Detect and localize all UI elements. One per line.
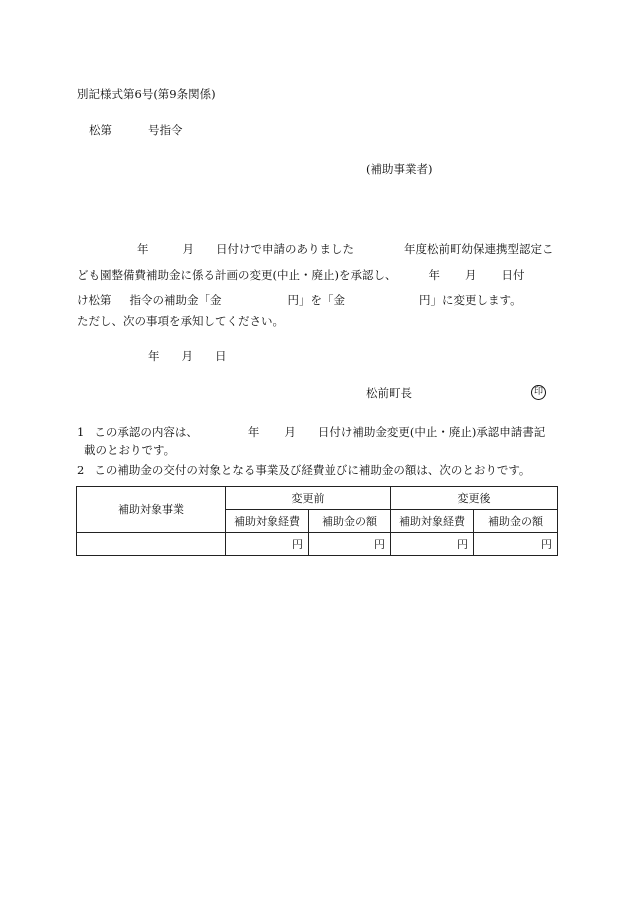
body-line-2 [77, 270, 524, 282]
item-1-month: 月 [284, 425, 296, 439]
issuer-name: 松前町長 [366, 386, 412, 400]
body-l1-fiscal: 年度松前町幼保連携型認定こ [404, 242, 554, 256]
body-l2-month: 月 [464, 268, 477, 282]
body-l3-no: け松第 [77, 293, 112, 307]
body-l1-applied: 日付けで申請のありました [216, 242, 354, 256]
body-l3-old-amount: 指令の補助金「金 [129, 293, 222, 307]
item-2-number: 2 [77, 463, 85, 477]
item-2-text: この補助金の交付の対象となる事業及び経費並びに補助金の額は、次のとおりです。 [94, 463, 531, 477]
body-l3-change: 円」に変更します。 [419, 293, 522, 307]
body-l1-month: 月 [182, 242, 194, 256]
header-before-amount: 補助金の額 [309, 510, 391, 533]
seal-mark: 印 [531, 385, 546, 400]
cell-before-cost: 円 [226, 533, 309, 556]
date-month: 月 [181, 349, 193, 363]
doc-no-suffix: 号指令 [148, 123, 183, 137]
table-row [77, 533, 558, 556]
item-1-number: 1 [77, 425, 85, 439]
body-line-4: ただし、次の事項を承知してください。 [77, 314, 284, 328]
body-line-3 [77, 295, 522, 307]
document-number [89, 125, 183, 137]
form-title: 別記様式第6号(第9条関係) [77, 87, 216, 101]
date-day: 日 [215, 349, 227, 363]
body-line-1 [137, 244, 554, 256]
issue-date [148, 351, 227, 363]
header-project: 補助対象事業 [77, 487, 226, 533]
body-l2-approval: ども園整備費補助金に係る計画の変更(中止・廃止)を承認し、 [77, 268, 397, 282]
item-1-content: この承認の内容は、 [94, 425, 198, 439]
subsidy-table [76, 486, 558, 556]
body-l3-new-amount: 円」を「金 [287, 293, 345, 307]
cell-after-amount: 円 [474, 533, 558, 556]
header-before-cost: 補助対象経費 [226, 510, 309, 533]
body-l2-date: 日付 [501, 268, 525, 282]
item-1 [77, 427, 545, 439]
cell-project [77, 533, 226, 556]
cell-after-cost: 円 [391, 533, 474, 556]
body-l1-year: 年 [137, 242, 149, 256]
body-l2-year: 年 [428, 268, 440, 282]
header-before-change: 変更前 [226, 487, 391, 510]
header-after-cost: 補助対象経費 [391, 510, 474, 533]
header-after-change: 変更後 [391, 487, 558, 510]
item-1-year: 年 [247, 425, 260, 439]
header-after-amount: 補助金の額 [474, 510, 558, 533]
item-1-application: 日付け補助金変更(中止・廃止)承認申請書記 [317, 425, 546, 439]
date-year: 年 [148, 349, 160, 363]
doc-no-prefix: 松第 [89, 123, 112, 137]
item-2 [77, 465, 530, 477]
item-1-continued: 載のとおりです。 [84, 443, 176, 457]
recipient-label: (補助事業者) [366, 162, 433, 176]
cell-before-amount: 円 [309, 533, 391, 556]
table-header-row [77, 487, 558, 510]
